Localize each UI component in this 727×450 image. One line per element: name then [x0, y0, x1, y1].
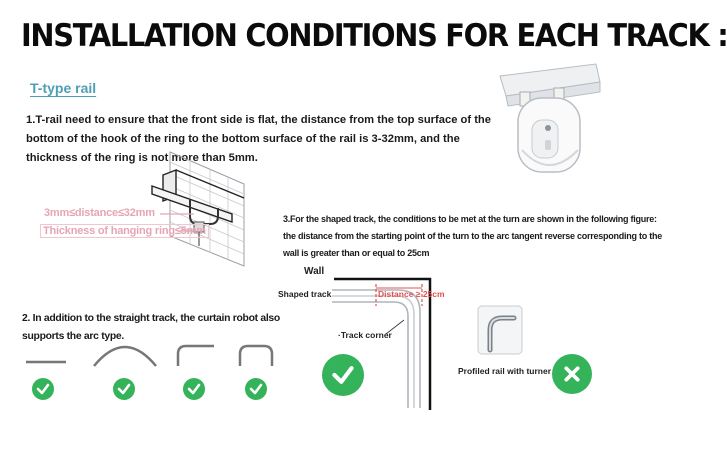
cross-icon [552, 354, 592, 394]
paragraph-arc-track: 2. In addition to the straight track, the curtain robot also supports the arc type. [22, 313, 280, 342]
paragraph-shaped-track-line1: 3.For the shaped track, the conditions to be met at the turn are shown in the following figure: [283, 214, 657, 224]
shaped-track-label: Shaped track [278, 289, 332, 299]
paragraph-t-rail: 1.T-rail need to ensure that the front side is flat, the distance from the top surface of the bottom of the hook of the ring to the bottom surface of the rail is 3-32mm, and the thickness of the ring is not more than 5mm. [26, 114, 491, 164]
track-corner-label: ·Track corner [338, 330, 392, 340]
section-label-t-rail: T-type rail [30, 80, 97, 96]
paragraph-shaped-track-line3: wall is greater than or equal to 25cm [283, 248, 430, 258]
check-icon [322, 354, 364, 396]
wall-label: Wall [304, 266, 325, 277]
distance-range-label: 3mm≤distance≤32mm [44, 207, 155, 219]
paragraph-shaped-track-line2: the distance from the starting point of the turn to the arc tangent reverse corresponding to the [283, 231, 663, 241]
distance-label: Distance ≥ 25cm [378, 289, 445, 299]
ring-thickness-label: Thickness of hanging ring≤5mm [40, 224, 209, 238]
page-title: INSTALLATION CONDITIONS FOR EACH TRACK : [21, 18, 727, 54]
profiled-rail-label: Profiled rail with turner [458, 366, 552, 376]
